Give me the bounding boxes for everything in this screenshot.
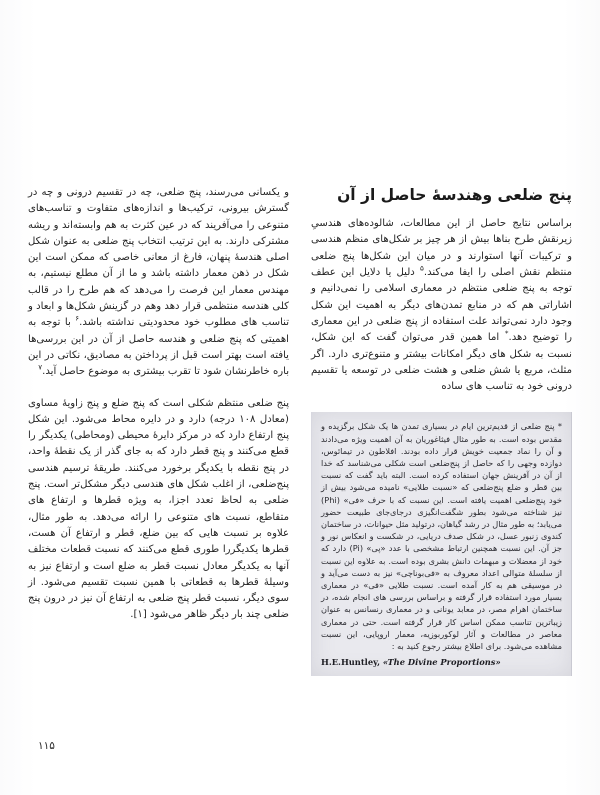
reference-title: «The Divine Proportions»	[382, 657, 501, 668]
paragraph-text-continued: با توجه به اهمیتی که پنج ضلعی و هندسه حاصل از آن در این بررسی‌ها یافته است بهتر است قبل از پرداختن به مصادیق، نکاتی در این باره خاطرنشان شود تا تقرب بیشتری به موضوع حاصل آید.	[28, 317, 289, 378]
two-column-layout	[28, 185, 572, 676]
footnote-marker-7: ۷	[38, 362, 43, 372]
footnote-reference	[321, 657, 562, 667]
footnote-asterisk: *	[557, 421, 562, 432]
paragraph-text: و یکسانی می‌رسند، پنج ضلعی، چه در تقسیم درونی و چه در گسترش بیرونی، ترکیب‌ها و اندازه‌های متفاوت و تناسب‌های متنوعی را می‌آفریند که در عین کثرت به هم وابسته‌اند و ریشه مشترکی دارند. به این ترتیب انتخاب پنج ضلعی به عنوان شکل اصلی هندسهٔ پنهان، فارغ از معانی خاصی که ممکن است این شکل در ذهن معمار داشته باشد و ما از آن مطلع نیستیم، به مهندس معمار این فرصت را می‌دهد که هم طرح را در قالب کلی هندسه منتظمی قرار دهد وهم در گزینش شکل‌ها و ابعاد و تناسب های مطلوب خود محدودیتی نداشته باشد.	[28, 187, 290, 329]
page-number: ۱۱۵	[38, 740, 55, 752]
paragraph-text: پنج ضلعی منتظم شکلی است که پنج ضلع و پنج زاویهٔ مساوی (معادل ۱۰۸ درجه) دارد و در دایره محاط می‌شود. این شکل پنج ارتفاع دارد که در مرکز دایرهٔ محیطی (ومحاطی) یکدیگر را قطع می‌کنند و پنج قطر دارد که به جای گذر از یک نقطهٔ واحد، در پنج نقطه با یکدیگر برخورد می‌کنند. طریقهٔ ترسیم هندسی پنج‌ضلعی، از اغلب شکل های هندسی دیگر مشکل‌تر است. پنج ضلعی به لحاظ تعدد اجزا، به ویژه قطرها و ارتفاع های متقاطع، نسبت های متنوعی را ارائه می‌دهد. به طور مثال، علاوه بر نسبت هایی که بین ضلع، قطر و ارتفاع آن هست، قطرها یکدیگررا طوری قطع می‌کنند که نسبت قطعات مختلف آنها به یکدیگر معادل نسبت قطر به ضلع است و ارتفاع نیز به وسیلهٔ قطرها به قطعاتی با همین نسبت تقسیم می‌شود. از سوی دیگر، نسبت قطر پنج ضلعی به ارتفاع آن نیز در درون پنج ضلعی چند بار دیگر ظاهر می‌شود [۱].	[28, 397, 289, 621]
paragraph-right-1	[311, 216, 572, 395]
article-title: پنج ضلعی وهندسهٔ حاصل از آن	[337, 186, 572, 204]
paragraph-text: براساس نتایج حاصل از این مطالعات، شالوده‌های هندسیِ زیرنقش طرح بناها بیش از هر چیز بر شکل‌های منظم هندسی و ترکیبات آنها استوارند و در میان این شکل‌ها پنج ضلعی منتظم نقش اصلی را ایفا می‌کند.	[311, 218, 572, 279]
footnote-marker-5: ۵	[419, 263, 424, 273]
paragraph-left-2	[28, 396, 289, 624]
footnote-marker-6: ۶	[75, 314, 80, 324]
footnote-body	[321, 420, 562, 652]
right-column	[311, 185, 572, 676]
paragraph-text-continued: دلیل یا دلایل این عطف توجه به پنج ضلعی منتظم در معماری اسلامی را نمی‌دانیم و اشاراتی هم که در منابع تمدن‌های دیگر به اهمیت این شکل وجود دارد نمی‌تواند علت استفاده از پنج ضلعی در این معماری را توضیح دهد.	[311, 267, 573, 344]
footnote-box	[311, 412, 572, 676]
paragraph-text-tail: اما همین قدر می‌توان گفت که این شکل، نسبت به شکل های دیگر امکانات بیشتر و متنوع‌تری دارد. اگر مثلث، مربع یا شش ضلعی و هشت ضلعی در توسعه یا تقسیم درونی خود به تناسب های ساده	[311, 332, 572, 393]
left-column	[28, 185, 289, 676]
page-content	[28, 0, 572, 795]
reference-author: H.E.Huntley,	[321, 657, 381, 668]
paragraph-left-1	[28, 185, 289, 381]
footnote-marker-asterisk: *	[504, 328, 509, 338]
footnote-text-content: پنج ضلعی از قدیم‌ترین ایام در بسیاری تمدن ها یک شکل برگزیده و مقدس بوده است. به طور مثال فیثاغوریان به آن اهمیت ویژه می‌دادند و آن را نماد جمعیت خویش قرار داده بودند. افلاطون در تیمائوس، دوازده وجهی را که حاصل از پنج‌ضلعی است شکلی می‌شناسد که خدا از آن در آفرینش جهان استفاده کرده است. البته باید گفت که نسبت بین قطر و ضلع پنج‌ضلعی که «نسبت طلایی» نامیده می‌شود بیش از خود پنج‌ضلعی اهمیت یافته است. این نسبت که با حرف «فی» (Phi) نیز شناخته می‌شود بطور شگفت‌انگیزی درجای‌جای طبیعت حضور می‌یابد؛ به طور مثال در رشد گیاهان، درتولید مثل حیوانات، در ساختمان کندوی زنبور عسل، در شکل صدف دریایی، در شکست و انعکاس نور و جز آن. این نسبت همچنین ارتباط مشخصی با عدد «پی» (Pi) دارد که خود از معضلات و مبهمات دانش بشری بوده است. به علاوه این نسبت از سلسلهٔ متوالی اعداد معروف به «فی‌بوناچی» نیز به دست می‌آید و در موسیقی هم به کار آمده است. نسبت طلایی «فی» در معماری بسیار مورد استفاده قرار گرفته و براساس بررسی های انجام شده، در ساختمان اهرام مصر، در معابد یونانی و در معماری رنسانس به عنوان زیباترین تناسب ممکن اساس کار قرار گرفته است. حتی در معماری معاصر در مطالعات و آثار لوکوربوزیه، معمار اروپایی، این نسبت مشاهده می‌شود. برای اطلاع بیشتر رجوع کنید به :	[321, 421, 562, 652]
